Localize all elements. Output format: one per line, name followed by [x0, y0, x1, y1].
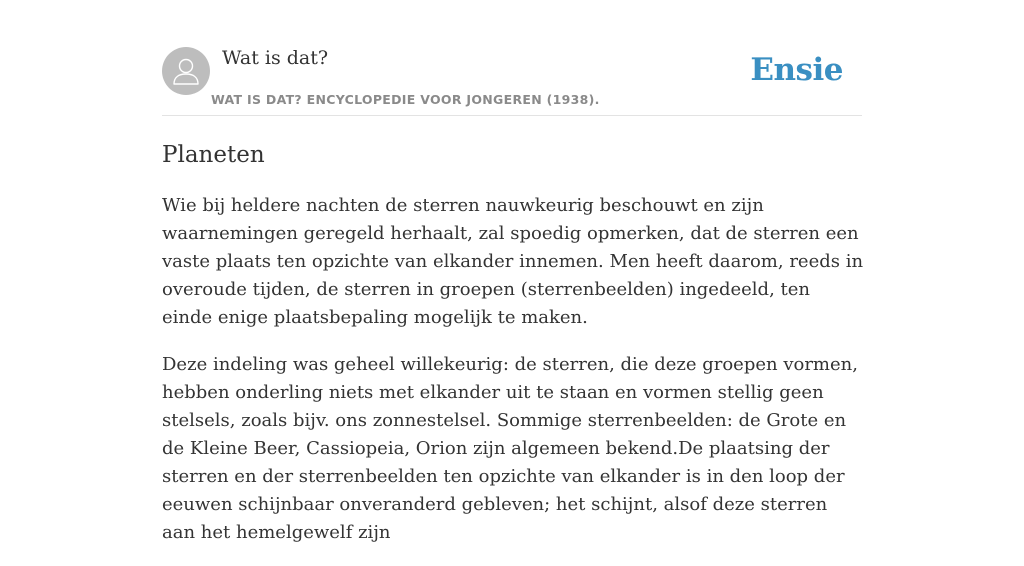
- author-avatar[interactable]: [162, 47, 210, 95]
- article-paragraph-1: Wie bij heldere nachten de sterren nauwkeurig beschouwt en zijn waarnemingen geregeld herhaalt, zal spoedig opmerken, dat de sterren een vaste plaats ten opzichte van elkander innemen. Men heeft daarom, reeds in overoude tijden, de sterren in groepen (sterrenbeelden) ingedeeld, ten einde enige plaatsbepaling mogelijk te maken.: [162, 195, 864, 328]
- article-header: [162, 0, 862, 116]
- article-body: [162, 192, 864, 566]
- article-page: [162, 0, 864, 543]
- source-line[interactable]: WAT IS DAT? ENCYCLOPEDIE VOOR JONGEREN (1938).: [211, 92, 600, 107]
- user-icon: [162, 47, 210, 95]
- article-title: Planeten: [162, 142, 265, 168]
- author-name[interactable]: Wat is dat?: [222, 47, 329, 69]
- ensie-logo[interactable]: Ensie: [750, 52, 843, 88]
- article-paragraph-2: Deze indeling was geheel willekeurig: de sterren, die deze groepen vormen, hebben onderling niets met elkander uit te staan en vormen stellig geen stelsels, zoals bijv. ons zonnestelsel. Sommige sterrenbeelden: de Grote en de Kleine Beer, Cassiopeia, Orion zijn algemeen bekend.De plaatsing der sterren en der sterrenbeelden ten opzichte van elkander is in den loop der eeuwen schijnbaar onveranderd gebleven; het schijnt, alsof deze sterren aan het hemelgewelf zijn: [162, 354, 858, 543]
